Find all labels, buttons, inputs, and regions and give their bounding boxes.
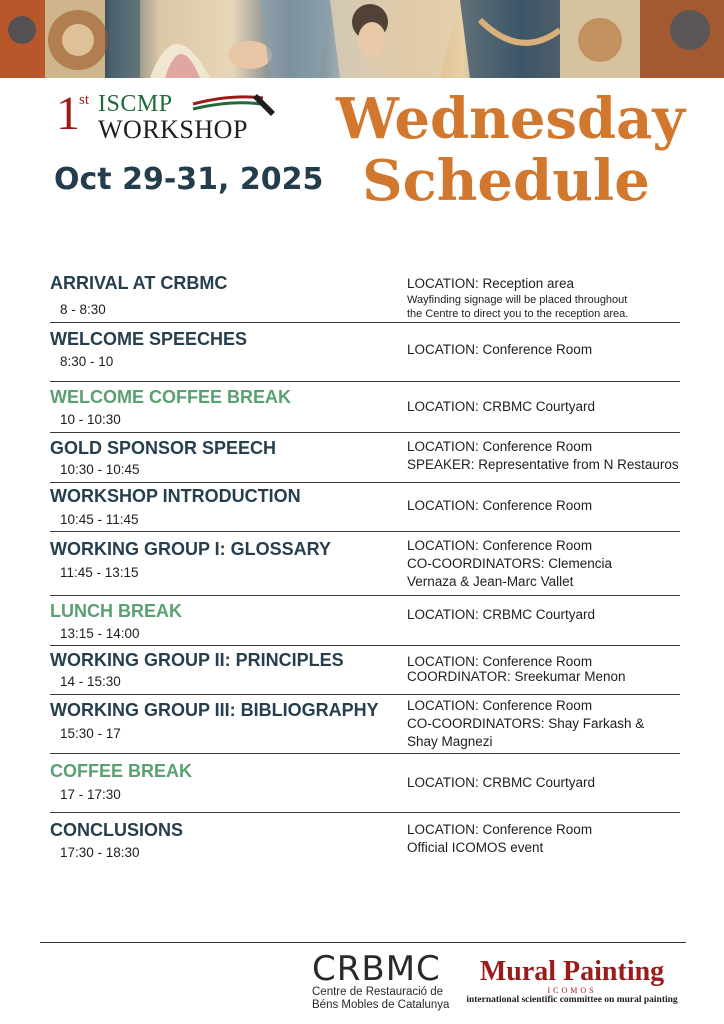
event-location: LOCATION: CRBMC Courtyard (407, 775, 596, 790)
coordinator-text: CO-COORDINATORS: Shay Farkash & (407, 716, 645, 731)
event-title: WORKSHOP INTRODUCTION (50, 486, 301, 506)
location-text: LOCATION: Conference Room (407, 698, 593, 713)
schedule-row (50, 695, 680, 754)
logo-iscmp: ISCMP (98, 91, 173, 117)
location-note: Wayfinding signage will be placed throughout (407, 294, 628, 306)
schedule-row (50, 382, 680, 433)
mural-org: ICOMOS (547, 986, 597, 995)
logo-workshop: WORKSHOP (98, 115, 248, 144)
coordinator-text: COORDINATOR: Sreekumar Menon (407, 669, 626, 684)
event-title: ARRIVAL AT CRBMC (50, 273, 228, 293)
mural-title: Mural Painting (479, 956, 665, 987)
coordinator-text: Shay Magnezi (407, 734, 493, 749)
schedule-row (50, 596, 680, 646)
location-text: LOCATION: Conference Room (407, 822, 593, 837)
mural-committee: international scientific committee on mural painting (466, 995, 678, 1005)
event-location (407, 697, 644, 751)
event-title: WORKING GROUP I: GLOSSARY (50, 539, 332, 559)
location-text: LOCATION: Reception area (407, 276, 575, 291)
title-line-1: Wednesday (336, 86, 685, 152)
location-note: the Centre to direct you to the reception area. (407, 308, 629, 320)
event-location (407, 537, 612, 591)
schedule-row (50, 483, 680, 532)
event-title: WELCOME SPEECHES (50, 329, 248, 349)
event-location: LOCATION: Conference Room (407, 342, 593, 357)
event-time: 10:45 - 11:45 (60, 512, 139, 527)
location-text: LOCATION: Conference Room (407, 538, 593, 553)
event-title: WELCOME COFFEE BREAK (50, 387, 291, 407)
event-time: 17 - 17:30 (60, 787, 121, 802)
crbmc-logo (312, 949, 450, 1012)
event-title: COFFEE BREAK (50, 761, 193, 781)
event-title: CONCLUSIONS (50, 820, 184, 840)
event-location (407, 275, 628, 321)
coordinator-text: CO-COORDINATORS: Clemencia (407, 556, 613, 571)
schedule-row (50, 754, 680, 813)
event-location: LOCATION: CRBMC Courtyard (407, 607, 596, 622)
event-title: WORKING GROUP III: BIBLIOGRAPHY (50, 700, 379, 720)
event-note: Official ICOMOS event (407, 840, 544, 855)
location-text: LOCATION: Conference Room (407, 654, 593, 669)
event-title: GOLD SPONSOR SPEECH (50, 438, 277, 458)
event-time: 8 - 8:30 (60, 302, 106, 317)
schedule-row (50, 813, 680, 873)
iscmp-workshop-logo (56, 87, 276, 150)
schedule-table (50, 270, 680, 873)
workshop-dates: Oct 29-31, 2025 (54, 162, 324, 197)
crbmc-name: CRBMC (312, 949, 441, 989)
event-location (407, 654, 626, 684)
schedule-row (50, 646, 680, 695)
logo-ordinal-suffix: st (79, 92, 90, 108)
crbmc-line-1: Centre de Restauració de (312, 986, 444, 998)
event-location: LOCATION: Conference Room (407, 498, 593, 513)
event-time: 13:15 - 14:00 (60, 626, 140, 641)
event-location (407, 821, 592, 857)
crbmc-line-2: Béns Mobles de Catalunya (312, 999, 450, 1011)
schedule-row (50, 433, 680, 483)
event-location (407, 438, 679, 474)
event-time: 15:30 - 17 (60, 726, 121, 741)
event-title: WORKING GROUP II: PRINCIPLES (50, 650, 344, 670)
event-time: 17:30 - 18:30 (60, 845, 140, 860)
speaker-text: SPEAKER: Representative from N Restauros (407, 457, 679, 472)
logo-ordinal: 1 (56, 87, 80, 140)
brush-stroke-icon (191, 90, 277, 120)
schedule-row (50, 532, 680, 596)
coordinator-text: Vernaza & Jean-Marc Vallet (407, 574, 574, 589)
schedule-row (50, 323, 680, 382)
mural-painting-logo (460, 958, 684, 1006)
event-time: 8:30 - 10 (60, 354, 114, 369)
event-time: 10 - 10:30 (60, 412, 121, 427)
location-text: LOCATION: Conference Room (407, 439, 593, 454)
event-time: 14 - 15:30 (60, 674, 121, 689)
event-title: LUNCH BREAK (50, 601, 182, 621)
title-line-2: Schedule (362, 148, 650, 214)
mural-banner-image (0, 0, 724, 78)
schedule-row (50, 270, 680, 323)
event-location: LOCATION: CRBMC Courtyard (407, 399, 596, 414)
page-title (336, 86, 685, 214)
footer-divider (40, 942, 686, 943)
mural-banner-art (0, 0, 724, 78)
event-time: 11:45 - 13:15 (60, 565, 139, 580)
event-time: 10:30 - 10:45 (60, 462, 140, 477)
